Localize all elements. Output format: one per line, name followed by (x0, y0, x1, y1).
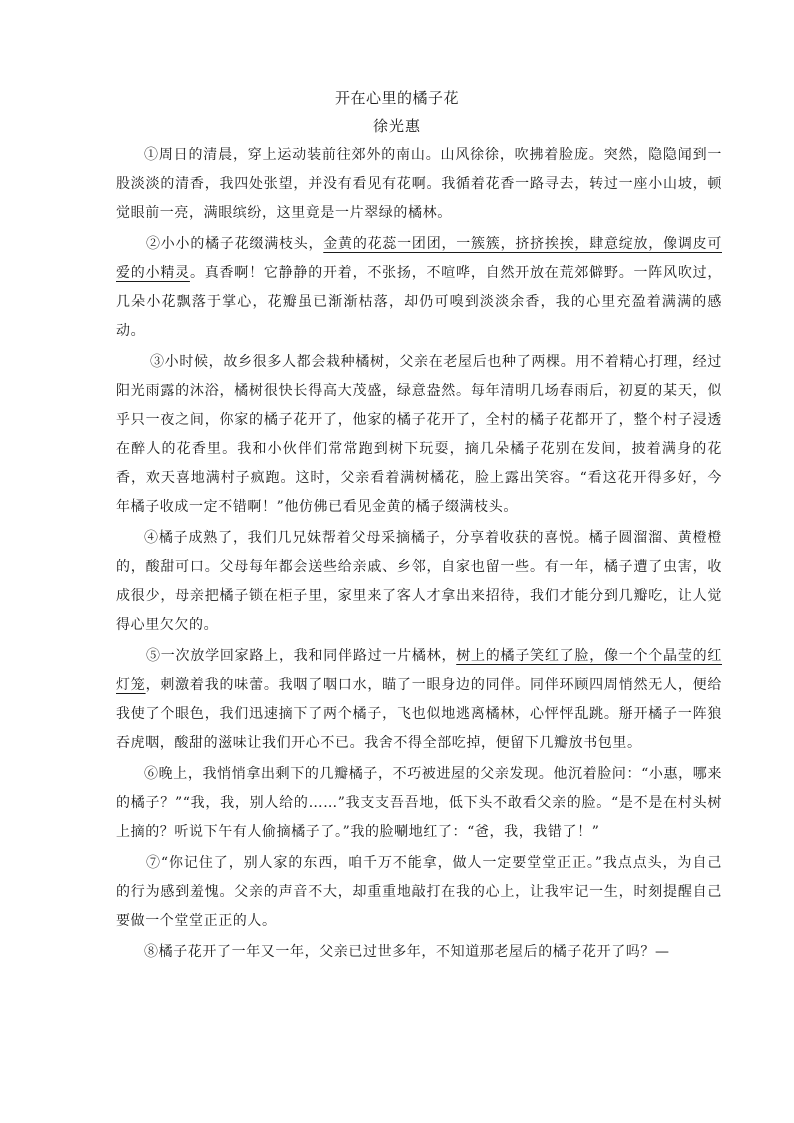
paragraph-7: ⑦“你记住了，别人家的东西，咱千万不能拿，做人一定要堂堂正正。”我点点头，为自己的行为感到羞愧。父亲的声音不大，却重重地敲打在我的心上，让我牢记一生，时刻提醒自己要做一个堂堂正正的人。 (116, 855, 722, 929)
paragraph-2 (116, 230, 722, 346)
paragraph-6: ⑥晚上，我悄悄拿出剩下的几瓣橘子，不巧被进屋的父亲发现。他沉着脸问：“小惠，哪来的橘子？”“我，我，别人给的……”我支支吾吾地，低下头不敢看父亲的脸。“是不是在村头树上摘的？听说下午有人偷摘橘子了。”我的脸唰地红了：“爸，我，我错了！” (116, 766, 722, 840)
paragraph-5-end: ，刺激着我的味蕾。我咽了咽口水，瞄了一眼身边的同伴。同伴环顾四周悄然无人，便给我使了个眼色，我们迅速摘下了两个橘子，飞也似地逃离橘林，心怦怦乱跳。掰开橘子一阵狼吞虎咽，酸甜的滋味让我们开心不已。我舍不得全部吃掉，便留下几瓣放书包里。 (116, 677, 722, 751)
paragraph-2-start: ②小小的橘子花缀满枝头， (146, 236, 324, 252)
paragraph-5-underlined-sentence: 树上的橘子笑红了脸，像一个个晶莹的红灯笼 (116, 648, 722, 693)
paragraph-5 (116, 642, 722, 758)
paragraph-2-underlined-sentence: 金黄的花蕊一团团，一簇簇，挤挤挨挨，肆意绽放，像调皮可爱的小精灵 (116, 236, 722, 281)
paragraph-5-start: ⑤一次放学回家路上，我和同伴路过一片橘林， (146, 648, 457, 664)
article-title: 开在心里的橘子花 (334, 89, 459, 107)
article-body (116, 141, 722, 969)
paragraph-2-end: 。真香啊！它静静的开着，不张扬，不喧哗，自然开放在荒郊僻野。一阵风吹过，几朵小花飘落于掌心，花瓣虽已渐渐枯落，却仍可嗅到淡淡余香，我的心里充盈着满满的感动。 (116, 265, 723, 339)
paragraph-8: ⑧橘子花开了一年又一年，父亲已过世多年，不知道那老屋后的橘子花开了吗？— (144, 944, 670, 960)
paragraph-4: ④橘子成熟了，我们几兄妹帮着父母采摘橘子，分享着收获的喜悦。橘子圆溜溜、黄橙橙的，酸甜可口。父母每年都会送些给亲戚、乡邻，自家也留一些。有一年，橘子遭了虫害，收成很少，母亲把橘子锁在柜子里，家里来了客人才拿出来招待，我们才能分到几瓣吃，让人觉得心里欠欠的。 (116, 530, 722, 633)
paragraph-3: ③小时候，故乡很多人都会栽种橘树，父亲在老屋后也种了两棵。用不着精心打理，经过阳光雨露的沐浴，橘树很快长得高大茂盛，绿意盎然。每年清明几场春雨后，初夏的某天，似乎只一夜之间，你家的橘子花开了，他家的橘子花开了，全村的橘子花都开了，整个村子浸透在醉人的花香里。我和小伙伴们常常跑到树下玩耍，摘几朵橘子花别在发间，披着满身的花香，欢天喜地满村子疯跑。这时，父亲看着满树橘花，脸上露出笑容。“看这花开得多好，今年橘子收成一定不错啊！”他仿佛已看见金黄的橘子缀满枝头。 (116, 354, 722, 515)
paragraph-1: ①周日的清晨，穿上运动装前往郊外的南山。山风徐徐，吹拂着脸庞。突然，隐隐闻到一股淡淡的清香，我四处张望，并没有看见有花啊。我循着花香一路寻去，转过一座小山坡，顿觉眼前一亮，满眼缤纷，这里竟是一片翠绿的橘林。 (116, 147, 722, 221)
article-author: 徐光惠 (372, 117, 421, 135)
